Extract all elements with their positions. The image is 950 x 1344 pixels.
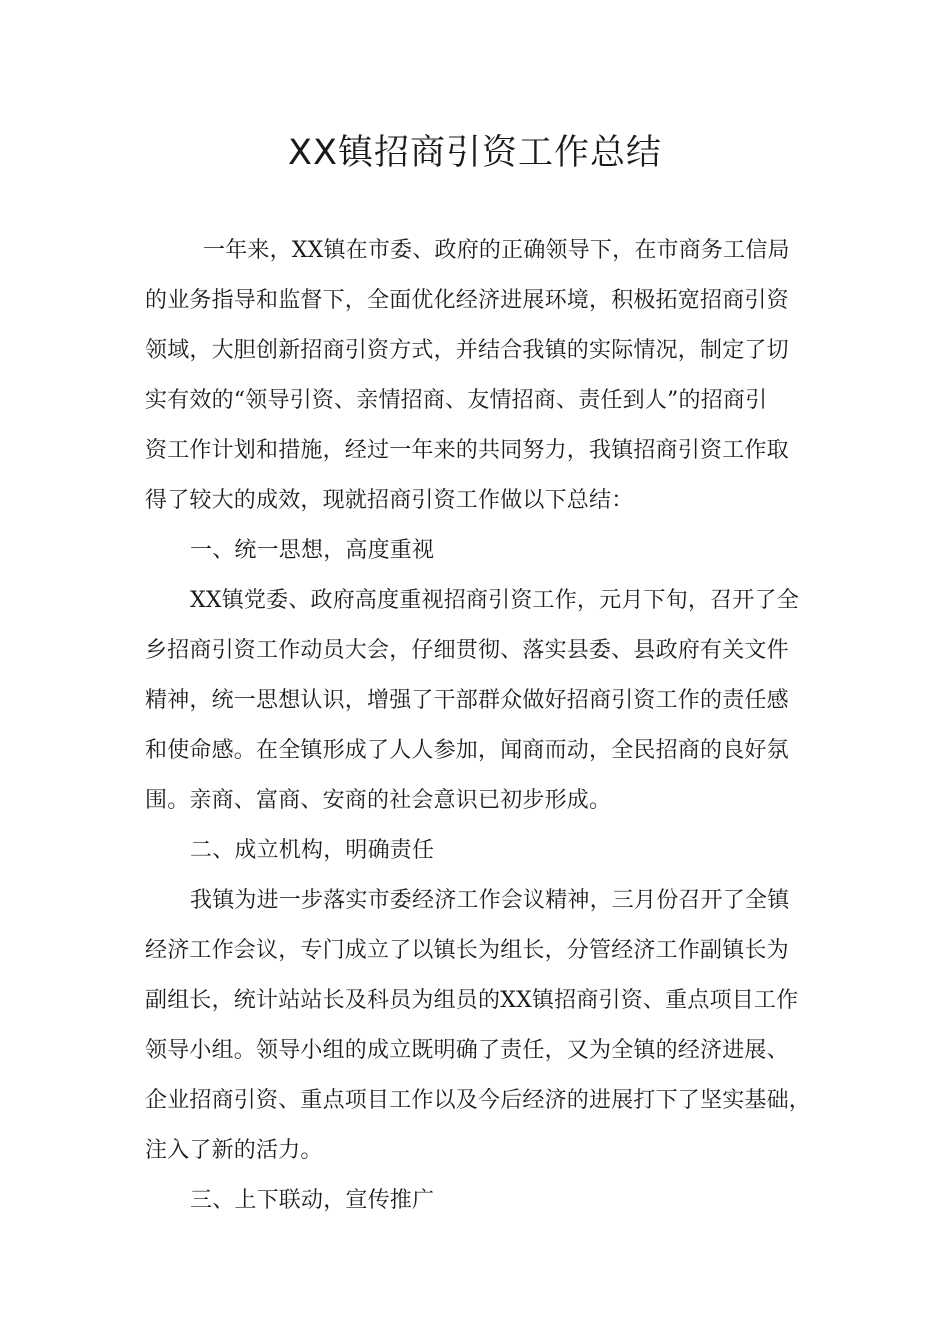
section-heading: 二、成立机构，明确责任 xyxy=(190,838,435,863)
paragraph-line: 精神，统一思想认识，增强了干部群众做好招商引资工作的责任感 xyxy=(145,688,789,713)
paragraph-line: 资工作计划和措施，经过一年来的共同努力，我镇招商引资工作取 xyxy=(145,438,789,463)
paragraph-line: 得了较大的成效，现就招商引资工作做以下总结： xyxy=(145,488,634,513)
paragraph-line: 乡招商引资工作动员大会，仔细贯彻、落实县委、县政府有关文件 xyxy=(145,638,789,663)
paragraph-line: 围。亲商、富商、安商的社会意识已初步形成。 xyxy=(145,788,612,813)
paragraph-line: XX镇党委、政府高度重视招商引资工作，元月下旬，召开了全 xyxy=(190,588,799,613)
paragraph-line: 副组长，统计站站长及科员为组员的XX镇招商引资、重点项目工作 xyxy=(145,988,799,1013)
paragraph-line: 实有效的“领导引资、亲情招商、友情招商、责任到人”的招商引 xyxy=(145,388,768,413)
paragraph-line: 经济工作会议，专门成立了以镇长为组长，分管经济工作副镇长为 xyxy=(145,938,789,963)
paragraph-line: 和使命感。在全镇形成了人人参加，闻商而动，全民招商的良好氛 xyxy=(145,738,789,763)
section-heading: 三、上下联动，宣传推广 xyxy=(190,1188,435,1213)
document-body xyxy=(145,226,817,1226)
paragraph-line: 领域，大胆创新招商引资方式，并结合我镇的实际情况，制定了切 xyxy=(145,338,789,363)
paragraph-line: 我镇为进一步落实市委经济工作会议精神，三月份召开了全镇 xyxy=(190,888,790,913)
paragraph-line: 领导小组。领导小组的成立既明确了责任，又为全镇的经济进展、 xyxy=(145,1038,789,1063)
paragraph-line: 的业务指导和监督下，全面优化经济进展环境，积极拓宽招商引资 xyxy=(145,288,789,313)
paragraph-line: 注入了新的活力。 xyxy=(145,1138,323,1163)
paragraph-line: 一年来，XX镇在市委、政府的正确领导下，在市商务工信局 xyxy=(203,238,790,263)
document-title: XX镇招商引资工作总结 xyxy=(288,133,662,173)
paragraph-line: 企业招商引资、重点项目工作以及今后经济的进展打下了坚实基础， xyxy=(145,1088,812,1113)
section-heading: 一、统一思想，高度重视 xyxy=(190,538,435,563)
